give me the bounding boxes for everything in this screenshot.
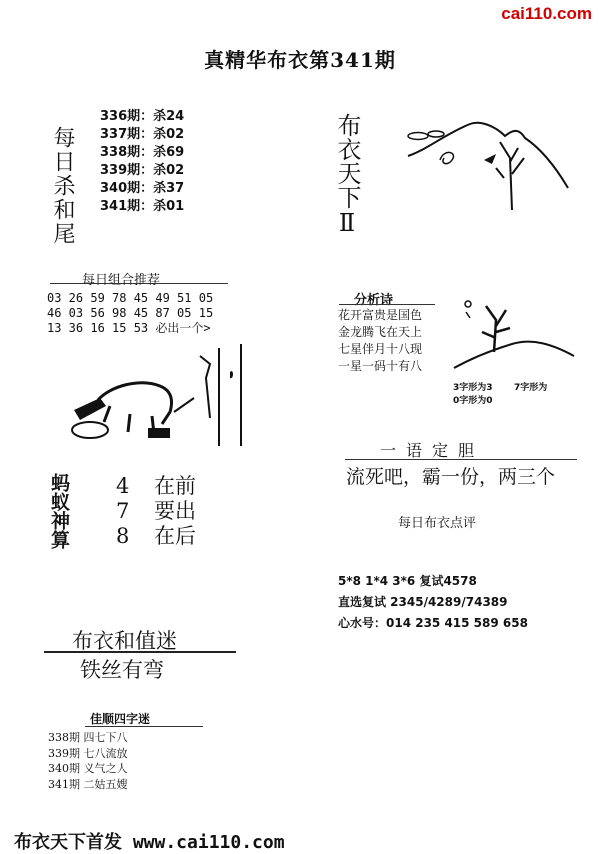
ant-number: 7 <box>116 499 130 523</box>
ant-text: 在前 <box>154 474 196 498</box>
ant-number: 4 <box>116 474 130 498</box>
kill-tail-row: 337期：杀02 <box>100 127 185 142</box>
combo-heading: 每日组合推荐 <box>82 273 161 288</box>
ant-row <box>116 520 236 548</box>
poem-line: 金龙腾飞在天上 <box>338 325 423 339</box>
kill-tail-label: 每日杀和尾 <box>50 126 75 246</box>
poem-line: 一星一码十有八 <box>338 359 423 373</box>
analysis-poem <box>338 307 422 375</box>
riddle-answer: 铁丝有弯 <box>80 658 164 682</box>
kill-tail-list <box>100 108 184 216</box>
combo-list <box>47 291 213 336</box>
riddle-title: 布衣和值迷 <box>72 629 177 653</box>
poem-line: 花开富贵是国色 <box>338 308 423 322</box>
site-logo: cai110.com <box>501 4 592 23</box>
four-char-row: 339期 七八流放 <box>48 746 128 760</box>
mountain-sketch-illustration <box>400 118 570 218</box>
form-hint-b: 7字形为 <box>514 383 548 393</box>
four-char-row: 341期 二姑五嫂 <box>48 777 128 791</box>
pick-row: 心水号：014 235 415 589 658 <box>338 616 528 630</box>
daily-comment-heading: 每日布衣点评 <box>398 516 477 531</box>
footer-banner: 布衣天下首发 www.cai110.com <box>14 832 285 853</box>
ant-text: 在后 <box>154 524 196 548</box>
four-char-heading: 佳顺四字迷 <box>90 712 151 726</box>
kill-tail-row: 341期：杀01 <box>100 199 185 214</box>
brand-vertical-title: 布衣天下Ⅱ <box>333 113 361 237</box>
ant-label: 蚂蚁神算 <box>48 473 70 549</box>
combo-divider <box>50 283 228 284</box>
yiyu-divider <box>345 459 577 460</box>
ant-text: 要出 <box>154 499 196 523</box>
kill-tail-row: 340期：杀37 <box>100 181 185 196</box>
four-char-row: 338期 四七下八 <box>48 731 128 744</box>
yiyu-heading: 一语定胆 <box>380 441 485 460</box>
picks-list <box>338 571 528 634</box>
pick-row: 5*8 1*4 3*6 复试4578 <box>338 574 477 588</box>
combo-row: 46 03 56 98 45 87 05 15 <box>47 306 214 320</box>
ant-row <box>116 470 236 498</box>
four-char-list <box>48 730 128 792</box>
combo-row: 13 36 16 15 53 必出一个> <box>47 321 211 335</box>
poem-line: 七星伴月十八现 <box>338 342 423 356</box>
four-char-divider <box>85 726 203 727</box>
form-hint-c: 0字形为0 <box>453 396 493 406</box>
page-title: 真精华布衣第341期 <box>204 48 396 72</box>
ant-row <box>116 495 236 523</box>
yiyu-text: 流死吧，霸一份，两三个 <box>346 466 556 488</box>
kill-tail-row: 338期：杀69 <box>100 145 185 160</box>
kill-tail-row: 336期：杀24 <box>100 109 185 124</box>
form-hint-a: 3字形为3 <box>453 383 493 393</box>
combo-row: 03 26 59 78 45 49 51 05 <box>47 291 214 305</box>
analysis-divider <box>339 304 435 305</box>
kill-tail-row: 339期：杀02 <box>100 163 185 178</box>
pick-row: 直选复试 2345/4289/74389 <box>338 595 508 609</box>
ox-cart-illustration <box>70 338 250 450</box>
ant-number: 8 <box>116 524 130 548</box>
four-char-row: 340期 义气之人 <box>48 762 128 775</box>
tree-sketch-illustration <box>452 292 576 376</box>
analysis-heading: 分析诗 <box>354 293 394 308</box>
riddle-divider <box>44 651 236 653</box>
